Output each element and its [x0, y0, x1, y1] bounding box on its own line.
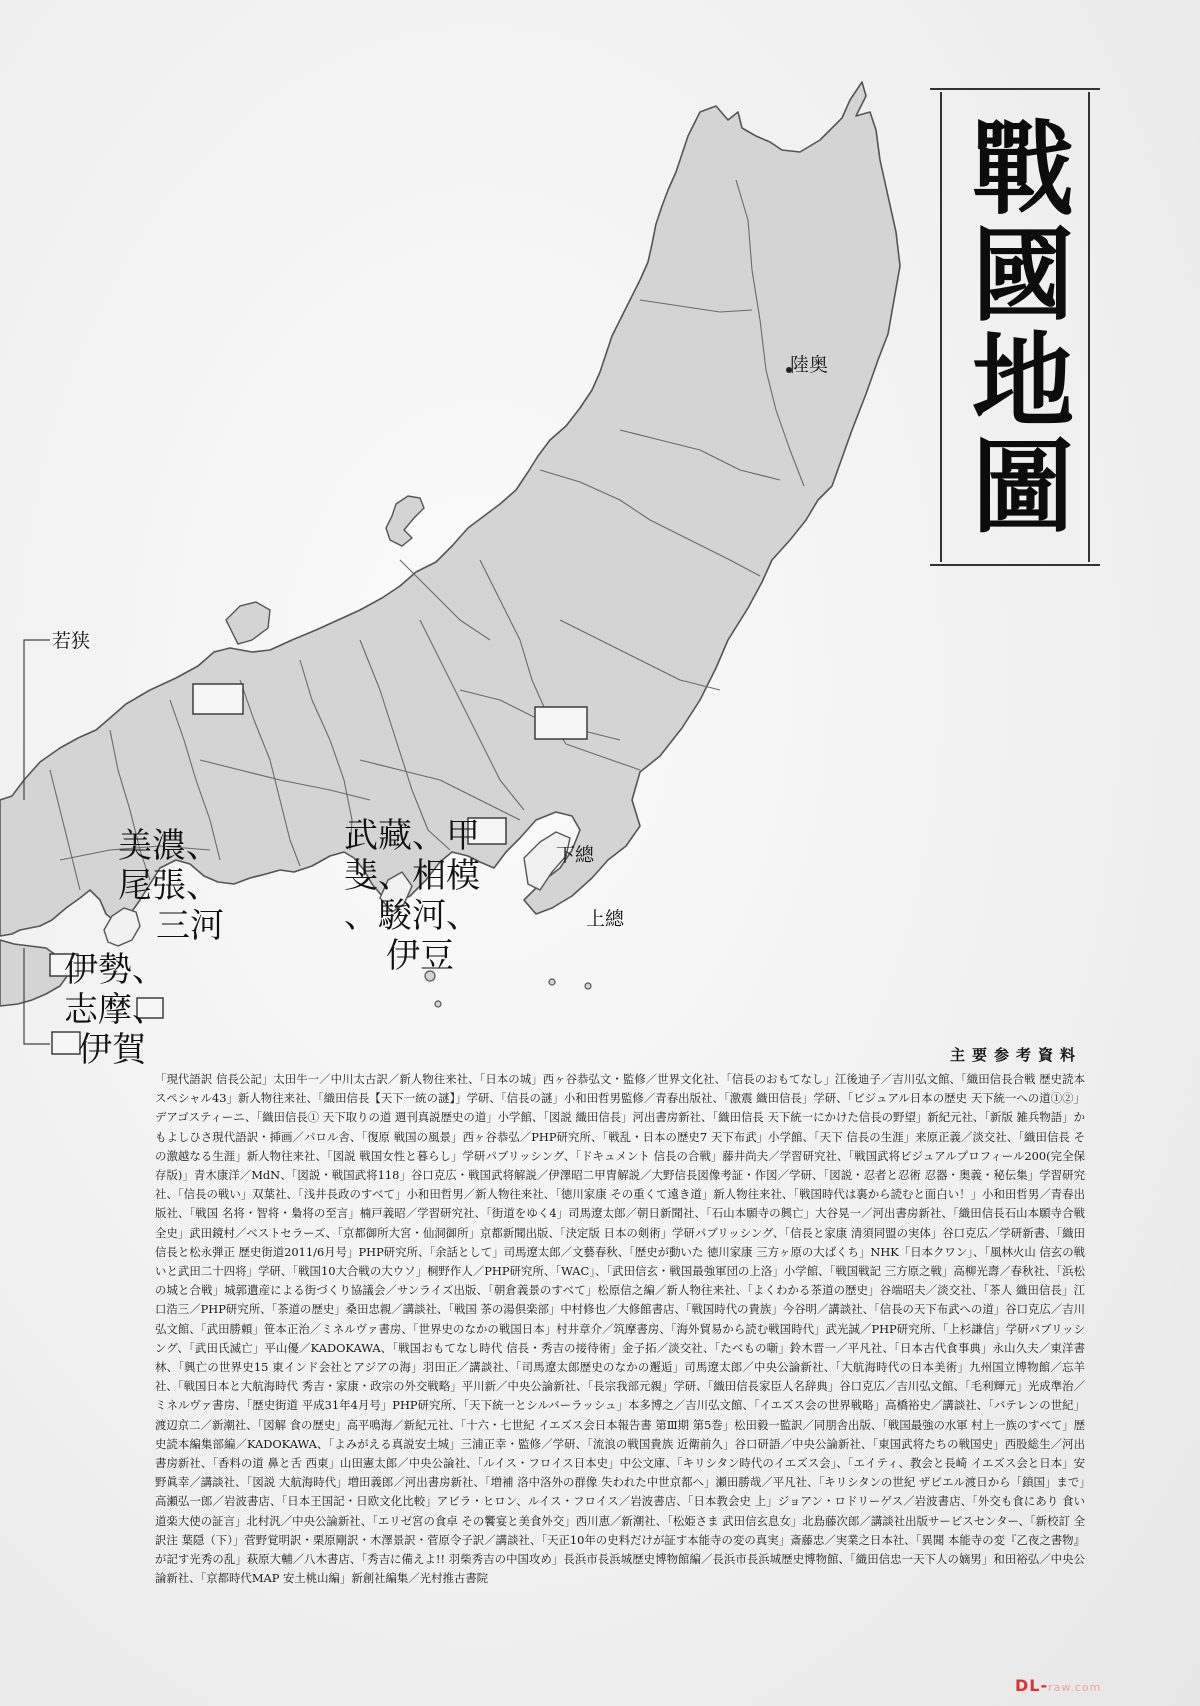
- label-line: 伊賀: [78, 1030, 146, 1070]
- honshu-landmass: [0, 82, 900, 936]
- watermark: [1015, 1676, 1101, 1695]
- label-line: 伊勢、: [64, 950, 166, 990]
- label-line: 尾張、: [118, 866, 220, 906]
- label-musashi-group: [344, 816, 480, 976]
- watermark-suffix: raw.com: [1048, 1681, 1102, 1694]
- watermark-text: DL-: [1015, 1676, 1049, 1695]
- label-kazusa: 上總: [586, 908, 625, 930]
- references-body: 「現代語訳 信長公記」太田牛一／中川太古訳／新人物往来社、「日本の城」西ヶ谷恭弘文・監修／世界文化社、「信長のおもてなし」江後迪子／吉川弘文館、「織田信長合戦 歴史読本スペシャル43」新人物往来社、「織田信長【天下一統の謎】」学研、「信長の謎」小和田哲男監修／青春出版社、「激震 織田信長」学研、「ビジュアル日本の歴史 天下統一への道①②」デアゴスティーニ、「織田信長① 天下取りの道 週刊真説歴史の道」小学館、「図説 織田信長」河出書房新社、「織田信長 天下統一にかけた信長の野望」新紀元社、「新版 雑兵物語」かもよしひさ現代語訳・挿画／パロル舎、「復原 戦国の風景」西ヶ谷恭弘／PHP研究所、「戦乱・日本の歴史7 天下布武」小学館、「天下 信長の生涯」来原正義／淡交社、「織田信長 その激越なる生涯」新人物往来社、「図説 戦国女性と暮らし」学研パブリッシング、「ドキュメント 信長の合戦」藤井尚夫／学習研究社、「戦国武将ビジュアルプロフィール200(完全保存版)」青木康洋／MdN、「図説・戦国武将118」谷口克広・戦国武将解説／伊澤昭二甲冑解説／大野信長図像考証・作図／学研、「図説・忍者と忍術 忍器・奥義・秘伝集」学習研究社、「信長の戦い」双葉社、「浅井長政のすべて」小和田哲男／新人物往来社、「徳川家康 その重くて遠き道」新人物往来社、「戦国時代は裏から読むと面白い！」小和田哲男／青春出版社、「戦国 名将・智将・梟将の至言」楠戸義昭／学習研究社、「街道をゆく4」司馬遼太郎／朝日新聞社、「石山本願寺の興亡」大谷晃一／河出書房新社、「織田信長石山本願寺合戦全史」武田鏡村／ベストセラーズ、「京都御所大宮・仙洞御所」京都新聞出版、「決定版 日本の剣術」学研パブリッシング、「信長と家康 清須同盟の実体」谷口克広／学研新書、「織田信長と松永弾正 歴史街道2011/6月号」PHP研究所、「余話として」司馬遼太郎／文藝春秋、「歴史が動いた 徳川家康 三方ヶ原の大ばくち」NHK「日本クワン」、「風林火山 信玄の戦いと武田二十四将」学研、「戦国10大合戦の大ウソ」桐野作人／PHP研究所、「WAC」、「武田信玄・戦国最強軍団の上洛」小学館、「戦国戦記 三方原之戦」高柳光壽／春秋社、「浜松の城と合戦」城郭遺産による街づくり協議会／サンライズ出版、「朝倉義景のすべて」松原信之編／新人物往来社、「よくわかる茶道の歴史」谷端昭夫／淡交社、「茶人 織田信長」江口浩三／PHP研究所、「茶道の歴史」桑田忠親／講談社、「戦国 茶の湯倶楽部」中村修也／大修館書店、「戦国時代の貴族」今谷明／講談社、「信長の天下布武への道」谷口克広／吉川弘文館、「武田勝頼」笹本正治／ミネルヴァ書房、「世界史のなかの戦国日本」村井章介／筑摩書房、「海外貿易から読む戦国時代」武光誠／PHP研究所、「上杉謙信」学研パブリッシング、「武田氏滅亡」平山優／KADOKAWA、「戦国おもてなし時代 信長・秀吉の接待術」金子拓／淡交社、「たべもの噺」鈴木晋一／平凡社、「日本古代食事典」永山久夫／東洋書林、「興亡の世界史15 東インド会社とアジアの海」羽田正／講談社、「司馬遼太郎歴史のなかの邂逅」司馬遼太郎／中央公論新社、「大航海時代の日本美術」九州国立博物館／忘羊社、「戦国日本と大航海時代 秀吉・家康・政宗の外交戦略」平川新／中央公論新社、「長宗我部元親」学研、「織田信長家臣人名辞典」谷口克広／吉川弘文館、「毛利輝元」光成準治／ミネルヴァ書房、「歴史街道 平成31年4月号」PHP研究所、「天下統一とシルバーラッシュ」本多博之／吉川弘文館、「イエズス会の世界戦略」高橋裕史／講談社、「バテレンの世紀」渡辺京二／新潮社、「図解 食の歴史」高平鳴海／新紀元社、「十六・七世紀 イエズス会日本報告書 第Ⅲ期 第5巻」松田毅一監訳／同朋舎出版、「戦国最強の水軍 村上一族のすべて」歴史読本編集部編／KADOKAWA、「よみがえる真説安土城」三浦正幸・監修／学研、「流浪の戦国貴族 近衛前久」谷口研語／中央公論新社、「東国武将たちの戦国史」西股総生／河出書房新社、「香料の道 鼻と舌 西東」山田憲太郎／中央公論社、「ルイス・フロイス日本史」中公文庫、「キリシタン時代のイエズス会」、「エイティ、教会と長崎 イエズス会と日本」安野眞幸／講談社、「図説 大航海時代」増田義郎／河出書房新社、「増補 洛中洛外の群像 失われた中世京都へ」瀬田勝哉／平凡社、「キリシタンの世紀 ザビエル渡日から「鎖国」まで」高瀬弘一郎／岩波書店、「日本王国記・日欧文化比較」アビラ・ヒロン、ルイス・フロイス／岩波書店、「日本教会史 上」ジョアン・ロドリーゲス／岩波書店、「外交も食にあり 食い道楽大使の証言」北村汎／中央公論新社、「エリゼ宮の食卓 その饗宴と美食外交」西川恵／新潮社、「松姫さま 武田信玄息女」北島藤次郎／講談社出版サービスセンター、「新校訂 全訳注 葉隠（下）」菅野覚明訳・栗原剛訳・木澤景訳・菅原令子訳／講談社、「天正10年の史料だけが証す本能寺の変の真実」斎藤忠／実業之日本社、「異聞 本能寺の変『乙夜之書物』が記す光秀の乱」萩原大輔／八木書店、「秀吉に備えよ!! 羽柴秀吉の中国攻め」長浜市長浜城歴史博物館編／長浜市長浜城歴史博物館、「織田信忠一天下人の嫡男」和田裕弘／中央公論新社、「京都時代MAP 安土桃山編」新創社編集／光村推古書院: [155, 1072, 1085, 1586]
- region-box: [535, 707, 587, 739]
- label-line: 、駿河、: [344, 896, 480, 936]
- references-heading: 主要参考資料: [949, 1046, 1082, 1064]
- label-line: 武藏、甲: [344, 816, 480, 856]
- label-shimousa: 下總: [556, 844, 595, 866]
- label-line: 美濃、: [118, 826, 220, 866]
- page-title: 戰國地圖: [955, 115, 1075, 539]
- small-island: [549, 979, 555, 985]
- label-line: 伊豆: [386, 936, 454, 976]
- noto-peninsula: [226, 602, 270, 644]
- izu-island: [435, 1001, 441, 1007]
- label-line: 三河: [156, 906, 224, 946]
- label-mutsu: 陸奥: [790, 354, 829, 376]
- label-line: 斐、相模: [344, 856, 480, 896]
- small-island: [585, 983, 591, 989]
- label-wakasa: 若狭: [52, 630, 91, 652]
- label-mino-group: [118, 826, 224, 946]
- label-ise-group: [64, 950, 166, 1070]
- label-line: 志摩、: [64, 990, 166, 1030]
- title-box: [940, 92, 1090, 562]
- region-box: [193, 684, 243, 714]
- sado-island: [386, 496, 424, 546]
